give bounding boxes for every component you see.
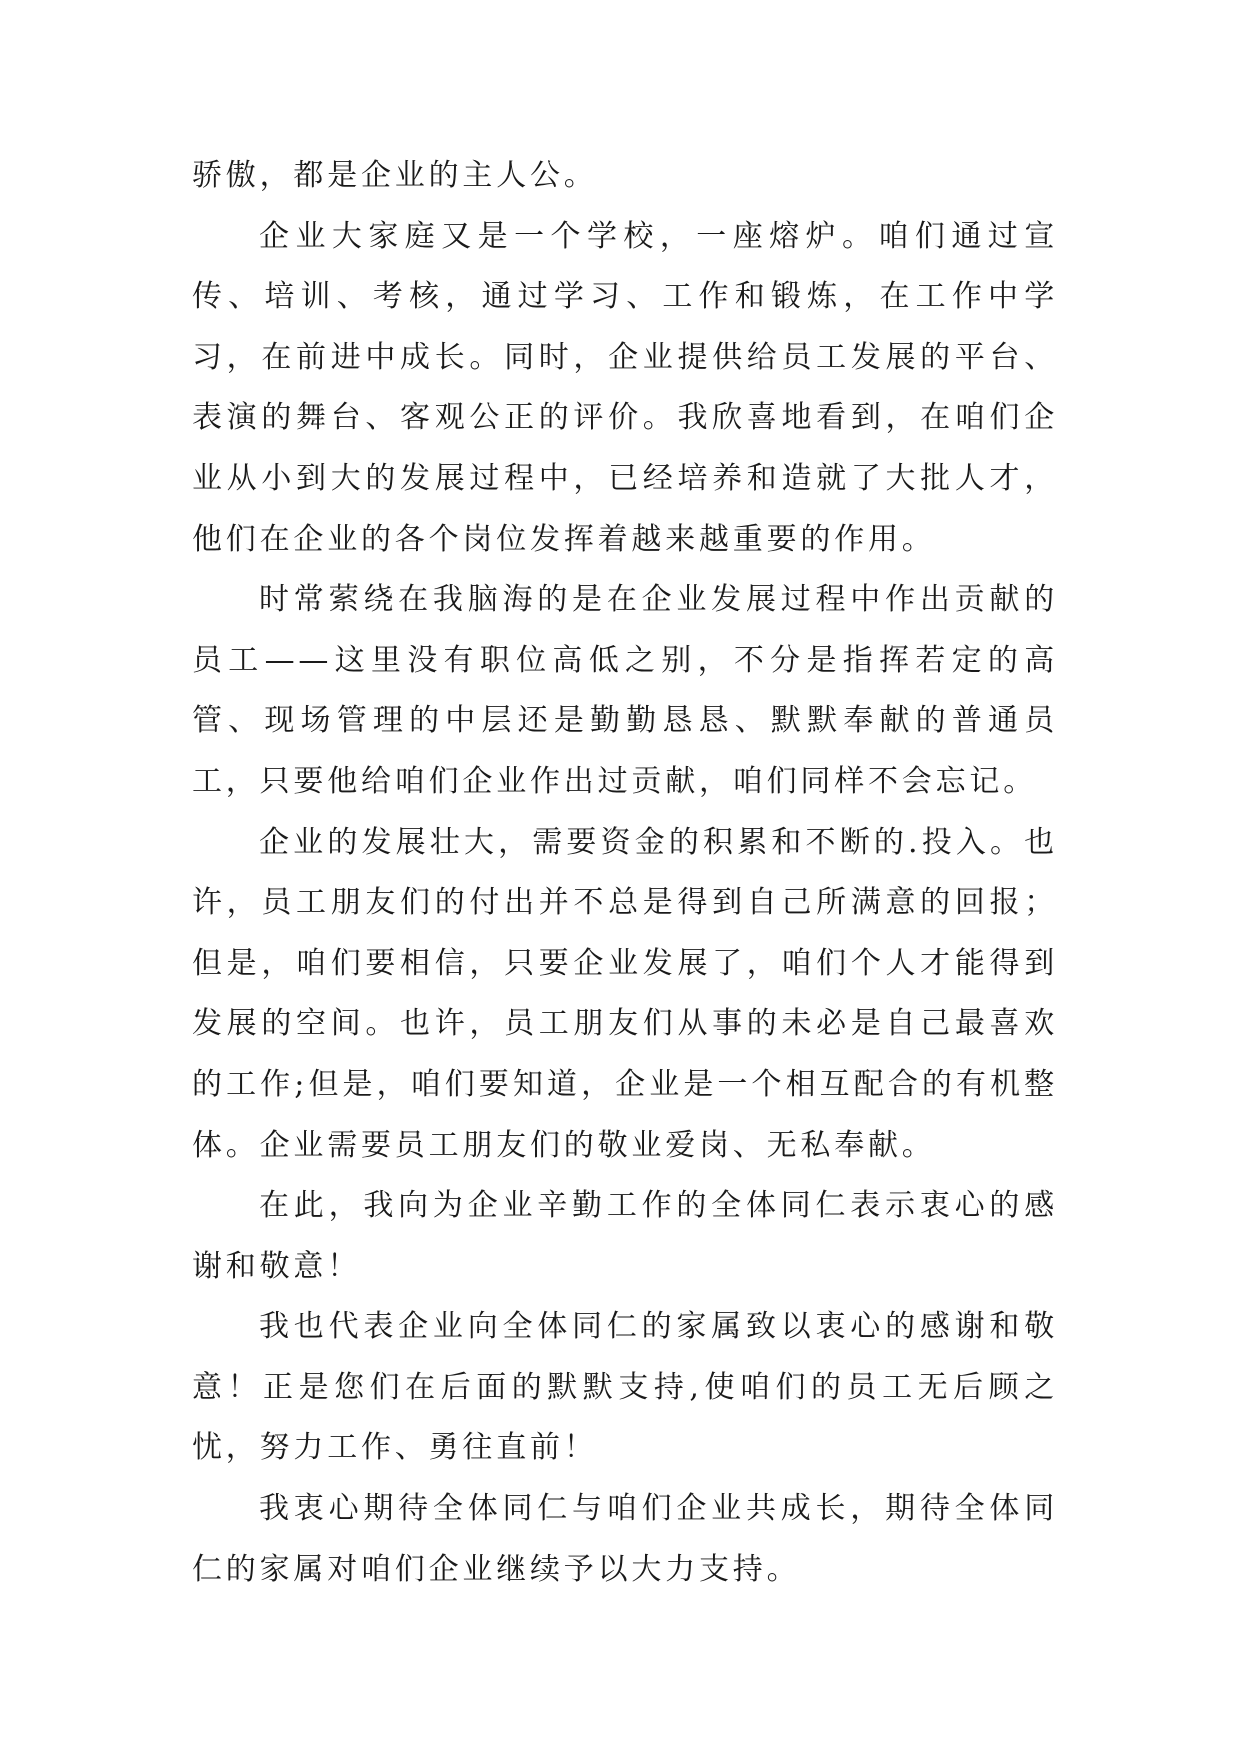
document-body — [192, 146, 1058, 1600]
paragraph-1: 骄傲，都是企业的主人公。 — [192, 158, 598, 193]
paragraph-4: 企业的发展壮大，需要资金的积累和不断的.投入。也许，员工朋友们的付出并不总是得到自己所满意的回报；但是，咱们要相信，只要企业发展了，咱们个人才能得到发展的空间。也许，员工朋友们从事的未必是自己最喜欢的工作;但是，咱们要知道，企业是一个相互配合的有机整体。企业需要员工朋友们的敬业爱岗、无私奉献。 — [192, 824, 1058, 1163]
paragraph-7: 我衷心期待全体同仁与咱们企业共成长，期待全体同仁的家属对咱们企业继续予以大力支持。 — [192, 1491, 1058, 1587]
paragraph-3: 时常萦绕在我脑海的是在企业发展过程中作出贡献的员工——这里没有职位高低之别，不分是指挥若定的高管、现场管理的中层还是勤勤恳恳、默默奉献的普通员工，只要他给咱们企业作出过贡献，咱们同样不会忘记。 — [192, 582, 1058, 799]
paragraph-6: 我也代表企业向全体同仁的家属致以衷心的感谢和敬意！正是您们在后面的默默支持,使咱们的员工无后顾之忧，努力工作、勇往直前！ — [192, 1309, 1058, 1466]
paragraph-5: 在此，我向为企业辛勤工作的全体同仁表示衷心的感谢和敬意！ — [192, 1188, 1058, 1284]
paragraph-2: 企业大家庭又是一个学校，一座熔炉。咱们通过宣传、培训、考核，通过学习、工作和锻炼，在工作中学习，在前进中成长。同时，企业提供给员工发展的平台、表演的舞台、客观公正的评价。我欣喜地看到，在咱们企业从小到大的发展过程中，已经培养和造就了大批人才，他们在企业的各个岗位发挥着越来越重要的作用。 — [192, 218, 1058, 557]
